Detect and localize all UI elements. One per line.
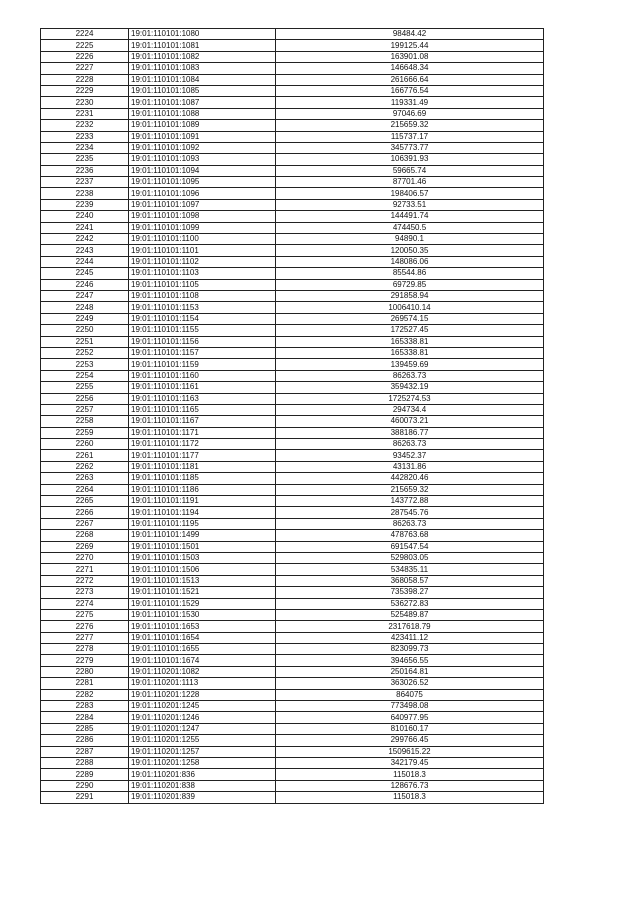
row-number-cell: 2251 — [41, 336, 129, 347]
cadastral-number-cell: 19:01:110101:1156 — [129, 336, 276, 347]
row-number-cell: 2287 — [41, 746, 129, 757]
table-row — [41, 370, 544, 381]
table-row — [41, 746, 544, 757]
cadastral-number-cell: 19:01:110101:1159 — [129, 359, 276, 370]
row-number-cell: 2264 — [41, 484, 129, 495]
table-row — [41, 347, 544, 358]
table-row — [41, 416, 544, 427]
value-cell: 59665.74 — [276, 165, 544, 176]
table-body — [41, 29, 544, 804]
row-number-cell: 2280 — [41, 666, 129, 677]
row-number-cell: 2255 — [41, 382, 129, 393]
row-number-cell: 2275 — [41, 609, 129, 620]
value-cell: 198406.57 — [276, 188, 544, 199]
cadastral-number-cell: 19:01:110201:1247 — [129, 723, 276, 734]
row-number-cell: 2228 — [41, 74, 129, 85]
row-number-cell: 2246 — [41, 279, 129, 290]
cadastral-number-cell: 19:01:110101:1082 — [129, 51, 276, 62]
row-number-cell: 2282 — [41, 689, 129, 700]
table-row — [41, 74, 544, 85]
value-cell: 86263.73 — [276, 518, 544, 529]
table-row — [41, 154, 544, 165]
value-cell: 460073.21 — [276, 416, 544, 427]
table-row — [41, 609, 544, 620]
cadastral-number-cell: 19:01:110101:1191 — [129, 496, 276, 507]
cadastral-number-cell: 19:01:110101:1097 — [129, 199, 276, 210]
table-row — [41, 131, 544, 142]
cadastral-number-cell: 19:01:110101:1503 — [129, 552, 276, 563]
table-row — [41, 29, 544, 40]
table-row — [41, 621, 544, 632]
table-row — [41, 222, 544, 233]
row-number-cell: 2252 — [41, 347, 129, 358]
row-number-cell: 2261 — [41, 450, 129, 461]
value-cell: 148086.06 — [276, 256, 544, 267]
cadastral-number-cell: 19:01:110101:1103 — [129, 268, 276, 279]
value-cell: 287545.76 — [276, 507, 544, 518]
cadastral-number-cell: 19:01:110101:1161 — [129, 382, 276, 393]
table-row — [41, 404, 544, 415]
table-row — [41, 313, 544, 324]
cadastral-number-cell: 19:01:110201:1228 — [129, 689, 276, 700]
row-number-cell: 2290 — [41, 780, 129, 791]
value-cell: 143772.88 — [276, 496, 544, 507]
value-cell: 423411.12 — [276, 632, 544, 643]
row-number-cell: 2230 — [41, 97, 129, 108]
table-row — [41, 245, 544, 256]
cadastral-number-cell: 19:01:110101:1186 — [129, 484, 276, 495]
cadastral-number-cell: 19:01:110101:1105 — [129, 279, 276, 290]
value-cell: 97046.69 — [276, 108, 544, 119]
value-cell: 864075 — [276, 689, 544, 700]
row-number-cell: 2265 — [41, 496, 129, 507]
table-row — [41, 40, 544, 51]
table-row — [41, 461, 544, 472]
value-cell: 2317618.79 — [276, 621, 544, 632]
table-row — [41, 97, 544, 108]
cadastral-number-cell: 19:01:110101:1195 — [129, 518, 276, 529]
cadastral-number-cell: 19:01:110101:1108 — [129, 290, 276, 301]
cadastral-number-cell: 19:01:110101:1102 — [129, 256, 276, 267]
row-number-cell: 2260 — [41, 439, 129, 450]
table-row — [41, 666, 544, 677]
cadastral-number-cell: 19:01:110101:1089 — [129, 120, 276, 131]
value-cell: 144491.74 — [276, 211, 544, 222]
row-number-cell: 2250 — [41, 325, 129, 336]
cadastral-number-cell: 19:01:110101:1094 — [129, 165, 276, 176]
row-number-cell: 2289 — [41, 769, 129, 780]
value-cell: 166776.54 — [276, 85, 544, 96]
row-number-cell: 2277 — [41, 632, 129, 643]
table-row — [41, 211, 544, 222]
row-number-cell: 2239 — [41, 199, 129, 210]
value-cell: 359432.19 — [276, 382, 544, 393]
cadastral-number-cell: 19:01:110201:1082 — [129, 666, 276, 677]
table-row — [41, 188, 544, 199]
cadastral-number-cell: 19:01:110101:1099 — [129, 222, 276, 233]
value-cell: 115018.3 — [276, 792, 544, 803]
value-cell: 172527.45 — [276, 325, 544, 336]
row-number-cell: 2267 — [41, 518, 129, 529]
cadastral-number-cell: 19:01:110101:1088 — [129, 108, 276, 119]
value-cell: 146648.34 — [276, 63, 544, 74]
row-number-cell: 2224 — [41, 29, 129, 40]
row-number-cell: 2263 — [41, 473, 129, 484]
row-number-cell: 2270 — [41, 552, 129, 563]
table-row — [41, 587, 544, 598]
value-cell: 92733.51 — [276, 199, 544, 210]
table-row — [41, 302, 544, 313]
value-cell: 299766.45 — [276, 735, 544, 746]
row-number-cell: 2253 — [41, 359, 129, 370]
row-number-cell: 2272 — [41, 575, 129, 586]
value-cell: 165338.81 — [276, 336, 544, 347]
cadastral-number-cell: 19:01:110101:1155 — [129, 325, 276, 336]
value-cell: 119331.49 — [276, 97, 544, 108]
table-row — [41, 575, 544, 586]
value-cell: 1509615.22 — [276, 746, 544, 757]
value-cell: 474450.5 — [276, 222, 544, 233]
cadastral-number-cell: 19:01:110101:1092 — [129, 142, 276, 153]
cadastral-number-cell: 19:01:110201:1113 — [129, 678, 276, 689]
table-row — [41, 632, 544, 643]
row-number-cell: 2236 — [41, 165, 129, 176]
table-row — [41, 598, 544, 609]
value-cell: 536272.83 — [276, 598, 544, 609]
cadastral-number-cell: 19:01:110101:1177 — [129, 450, 276, 461]
row-number-cell: 2248 — [41, 302, 129, 313]
value-cell: 810160.17 — [276, 723, 544, 734]
table-row — [41, 507, 544, 518]
row-number-cell: 2238 — [41, 188, 129, 199]
row-number-cell: 2247 — [41, 290, 129, 301]
cadastral-number-cell: 19:01:110101:1171 — [129, 427, 276, 438]
value-cell: 106391.93 — [276, 154, 544, 165]
table-row — [41, 496, 544, 507]
row-number-cell: 2237 — [41, 177, 129, 188]
value-cell: 291858.94 — [276, 290, 544, 301]
table-row — [41, 484, 544, 495]
cadastral-number-cell: 19:01:110101:1655 — [129, 644, 276, 655]
value-cell: 199125.44 — [276, 40, 544, 51]
table-row — [41, 359, 544, 370]
table-row — [41, 427, 544, 438]
table-row — [41, 63, 544, 74]
cadastral-number-cell: 19:01:110201:836 — [129, 769, 276, 780]
table-row — [41, 552, 544, 563]
row-number-cell: 2225 — [41, 40, 129, 51]
row-number-cell: 2226 — [41, 51, 129, 62]
value-cell: 1006410.14 — [276, 302, 544, 313]
value-cell: 691547.54 — [276, 541, 544, 552]
value-cell: 250164.81 — [276, 666, 544, 677]
row-number-cell: 2244 — [41, 256, 129, 267]
row-number-cell: 2276 — [41, 621, 129, 632]
value-cell: 269574.15 — [276, 313, 544, 324]
cadastral-number-cell: 19:01:110101:1153 — [129, 302, 276, 313]
cadastral-number-cell: 19:01:110201:1255 — [129, 735, 276, 746]
value-cell: 215659.32 — [276, 120, 544, 131]
table-row — [41, 644, 544, 655]
value-cell: 139459.69 — [276, 359, 544, 370]
cadastral-number-cell: 19:01:110101:1674 — [129, 655, 276, 666]
row-number-cell: 2284 — [41, 712, 129, 723]
cadastral-number-cell: 19:01:110201:1246 — [129, 712, 276, 723]
cadastral-number-cell: 19:01:110101:1091 — [129, 131, 276, 142]
row-number-cell: 2281 — [41, 678, 129, 689]
table-row — [41, 655, 544, 666]
table-row — [41, 120, 544, 131]
table-row — [41, 689, 544, 700]
cadastral-number-cell: 19:01:110101:1085 — [129, 85, 276, 96]
value-cell: 534835.11 — [276, 564, 544, 575]
cadastral-number-cell: 19:01:110201:1245 — [129, 701, 276, 712]
cadastral-number-cell: 19:01:110101:1165 — [129, 404, 276, 415]
table-row — [41, 518, 544, 529]
table-row — [41, 792, 544, 803]
cadastral-number-cell: 19:01:110101:1521 — [129, 587, 276, 598]
table-row — [41, 108, 544, 119]
table-row — [41, 51, 544, 62]
cadastral-number-cell: 19:01:110101:1163 — [129, 393, 276, 404]
table-row — [41, 701, 544, 712]
row-number-cell: 2279 — [41, 655, 129, 666]
table-row — [41, 735, 544, 746]
value-cell: 69729.85 — [276, 279, 544, 290]
value-cell: 120050.35 — [276, 245, 544, 256]
row-number-cell: 2288 — [41, 758, 129, 769]
row-number-cell: 2269 — [41, 541, 129, 552]
cadastral-number-cell: 19:01:110101:1172 — [129, 439, 276, 450]
table-row — [41, 439, 544, 450]
cadastral-number-cell: 19:01:110101:1654 — [129, 632, 276, 643]
table-row — [41, 142, 544, 153]
cadastral-number-cell: 19:01:110101:1530 — [129, 609, 276, 620]
value-cell: 115737.17 — [276, 131, 544, 142]
value-cell: 115018.3 — [276, 769, 544, 780]
cadastral-number-cell: 19:01:110101:1157 — [129, 347, 276, 358]
cadastral-number-cell: 19:01:110101:1499 — [129, 530, 276, 541]
value-cell: 261666.64 — [276, 74, 544, 85]
row-number-cell: 2249 — [41, 313, 129, 324]
row-number-cell: 2266 — [41, 507, 129, 518]
cadastral-number-cell: 19:01:110101:1653 — [129, 621, 276, 632]
row-number-cell: 2268 — [41, 530, 129, 541]
row-number-cell: 2245 — [41, 268, 129, 279]
cadastral-number-cell: 19:01:110101:1084 — [129, 74, 276, 85]
table-row — [41, 382, 544, 393]
cadastral-number-cell: 19:01:110101:1087 — [129, 97, 276, 108]
cadastral-number-cell: 19:01:110101:1093 — [129, 154, 276, 165]
table-row — [41, 199, 544, 210]
value-cell: 823099.73 — [276, 644, 544, 655]
table-row — [41, 256, 544, 267]
row-number-cell: 2291 — [41, 792, 129, 803]
row-number-cell: 2229 — [41, 85, 129, 96]
value-cell: 165338.81 — [276, 347, 544, 358]
row-number-cell: 2240 — [41, 211, 129, 222]
value-cell: 442820.46 — [276, 473, 544, 484]
value-cell: 98484.42 — [276, 29, 544, 40]
cadastral-number-cell: 19:01:110101:1100 — [129, 234, 276, 245]
table-row — [41, 268, 544, 279]
value-cell: 342179.45 — [276, 758, 544, 769]
table-row — [41, 279, 544, 290]
row-number-cell: 2256 — [41, 393, 129, 404]
row-number-cell: 2235 — [41, 154, 129, 165]
value-cell: 87701.46 — [276, 177, 544, 188]
cadastral-number-cell: 19:01:110201:1257 — [129, 746, 276, 757]
value-cell: 93452.37 — [276, 450, 544, 461]
table-row — [41, 769, 544, 780]
table-row — [41, 564, 544, 575]
cadastral-number-cell: 19:01:110101:1506 — [129, 564, 276, 575]
table-row — [41, 165, 544, 176]
row-number-cell: 2231 — [41, 108, 129, 119]
table-row — [41, 393, 544, 404]
row-number-cell: 2285 — [41, 723, 129, 734]
value-cell: 163901.08 — [276, 51, 544, 62]
cadastral-number-cell: 19:01:110201:1258 — [129, 758, 276, 769]
cadastral-number-cell: 19:01:110201:839 — [129, 792, 276, 803]
table-row — [41, 85, 544, 96]
row-number-cell: 2233 — [41, 131, 129, 142]
cadastral-number-cell: 19:01:110101:1098 — [129, 211, 276, 222]
cadastral-number-cell: 19:01:110101:1167 — [129, 416, 276, 427]
value-cell: 529803.05 — [276, 552, 544, 563]
row-number-cell: 2271 — [41, 564, 129, 575]
cadastral-value-table — [40, 28, 544, 804]
value-cell: 43131.86 — [276, 461, 544, 472]
cadastral-number-cell: 19:01:110101:1501 — [129, 541, 276, 552]
table-row — [41, 678, 544, 689]
cadastral-number-cell: 19:01:110101:1081 — [129, 40, 276, 51]
cadastral-number-cell: 19:01:110201:838 — [129, 780, 276, 791]
row-number-cell: 2286 — [41, 735, 129, 746]
table-row — [41, 177, 544, 188]
table-row — [41, 712, 544, 723]
row-number-cell: 2262 — [41, 461, 129, 472]
row-number-cell: 2257 — [41, 404, 129, 415]
value-cell: 215659.32 — [276, 484, 544, 495]
table-row — [41, 541, 544, 552]
cadastral-number-cell: 19:01:110101:1083 — [129, 63, 276, 74]
table-row — [41, 473, 544, 484]
value-cell: 478763.68 — [276, 530, 544, 541]
value-cell: 86263.73 — [276, 439, 544, 450]
row-number-cell: 2254 — [41, 370, 129, 381]
row-number-cell: 2243 — [41, 245, 129, 256]
cadastral-number-cell: 19:01:110101:1096 — [129, 188, 276, 199]
table-row — [41, 336, 544, 347]
table-row — [41, 290, 544, 301]
value-cell: 525489.87 — [276, 609, 544, 620]
cadastral-number-cell: 19:01:110101:1513 — [129, 575, 276, 586]
value-cell: 94890.1 — [276, 234, 544, 245]
table-row — [41, 325, 544, 336]
value-cell: 128676.73 — [276, 780, 544, 791]
value-cell: 294734.4 — [276, 404, 544, 415]
row-number-cell: 2234 — [41, 142, 129, 153]
value-cell: 345773.77 — [276, 142, 544, 153]
table-row — [41, 758, 544, 769]
row-number-cell: 2242 — [41, 234, 129, 245]
cadastral-number-cell: 19:01:110101:1160 — [129, 370, 276, 381]
value-cell: 1725274.53 — [276, 393, 544, 404]
cadastral-number-cell: 19:01:110101:1095 — [129, 177, 276, 188]
table-row — [41, 780, 544, 791]
table-row — [41, 450, 544, 461]
cadastral-number-cell: 19:01:110101:1185 — [129, 473, 276, 484]
table-row — [41, 530, 544, 541]
value-cell: 388186.77 — [276, 427, 544, 438]
value-cell: 640977.95 — [276, 712, 544, 723]
cadastral-number-cell: 19:01:110101:1154 — [129, 313, 276, 324]
row-number-cell: 2258 — [41, 416, 129, 427]
cadastral-number-cell: 19:01:110101:1080 — [129, 29, 276, 40]
row-number-cell: 2241 — [41, 222, 129, 233]
cadastral-number-cell: 19:01:110101:1529 — [129, 598, 276, 609]
row-number-cell: 2274 — [41, 598, 129, 609]
row-number-cell: 2259 — [41, 427, 129, 438]
table-row — [41, 234, 544, 245]
cadastral-number-cell: 19:01:110101:1101 — [129, 245, 276, 256]
row-number-cell: 2273 — [41, 587, 129, 598]
value-cell: 394656.55 — [276, 655, 544, 666]
row-number-cell: 2278 — [41, 644, 129, 655]
cadastral-number-cell: 19:01:110101:1181 — [129, 461, 276, 472]
table-row — [41, 723, 544, 734]
value-cell: 363026.52 — [276, 678, 544, 689]
value-cell: 735398.27 — [276, 587, 544, 598]
value-cell: 368058.57 — [276, 575, 544, 586]
row-number-cell: 2232 — [41, 120, 129, 131]
row-number-cell: 2283 — [41, 701, 129, 712]
cadastral-number-cell: 19:01:110101:1194 — [129, 507, 276, 518]
value-cell: 773498.08 — [276, 701, 544, 712]
value-cell: 86263.73 — [276, 370, 544, 381]
value-cell: 85544.86 — [276, 268, 544, 279]
row-number-cell: 2227 — [41, 63, 129, 74]
